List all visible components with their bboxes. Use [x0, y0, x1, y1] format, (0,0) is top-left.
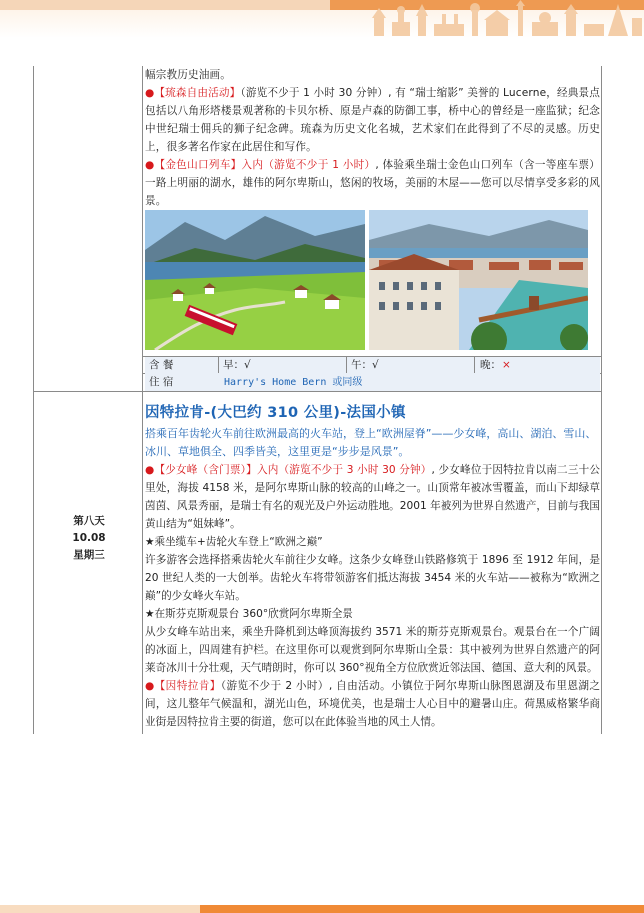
day-separator-line [33, 391, 602, 392]
bullet-icon: ● [145, 680, 155, 692]
breakfast-status: 早：√ [223, 359, 251, 371]
meal-cell-divider [474, 357, 475, 373]
lucerne-title: 【琉森自由活动】 [154, 87, 241, 99]
jungfrau-paragraph [145, 461, 600, 533]
day8-title: 因特拉肯-(大巴约 310 公里)-法国小镇 [145, 405, 406, 421]
bullet-icon: ● [145, 464, 155, 476]
hotel-label: 住 宿 [149, 376, 174, 388]
day8-day: 第八天 [73, 515, 105, 527]
footer-bar-light [0, 905, 200, 913]
lunch-status: 午：√ [351, 359, 379, 371]
meal-cell-divider [346, 357, 347, 373]
dinner-status-icon: × [502, 359, 511, 371]
sphinx-title: ★在斯芬克斯观景台 360°欣赏阿尔卑斯全景 [145, 608, 353, 620]
jungfrau-text: , 少女峰位于因特拉肯以南二三十公里处，海拔 4158 米，是阿尔卑斯山脉的较高的山峰之一。山顶常年被冰雪覆盖，而山下却绿草茵茵、风景秀丽，是瑞士有名的观光及户外运动胜地。2001 年被列为世界自然遗产，目前与我国黄山结为“姐妹峰”。 [145, 464, 600, 530]
meals-row [145, 357, 600, 374]
skyline-decoration-icon [368, 0, 644, 36]
jungfrau-title: 【少女峰（含门票）】入内（游览不少于 3 小时 30 分钟） [154, 464, 432, 476]
day8-weekday: 星期三 [73, 549, 105, 561]
day8-intro: 搭乘百年齿轮火车前往欧洲最高的火车站，登上“欧洲屋脊”——少女峰，高山、湖泊、雪山、冰川、草地俱全、四季皆美，这里更是“步步是风景”。 [145, 427, 597, 458]
hotel-name: Harry's Home Bern 或同级 [224, 377, 363, 388]
bullet-icon: ● [145, 87, 155, 99]
footer-color-bar [0, 905, 644, 913]
golden-pass-paragraph [145, 156, 600, 210]
cogwheel-title: ★乘坐缆车+齿轮火车登上“欧洲之巅” [145, 536, 323, 548]
continued-text: 幅宗教历史油画。 [145, 69, 231, 81]
day8-date: 10.08 [72, 532, 106, 544]
table-border-left [33, 66, 34, 734]
meal-cell-divider [218, 357, 219, 373]
table-divider [142, 66, 143, 734]
day7-content [145, 66, 600, 210]
dinner-label: 晚： [480, 359, 501, 371]
day8-content [145, 461, 600, 731]
cogwheel-text: 许多游客会选择搭乘齿轮火车前往少女峰。这条少女峰登山铁路修筑于 1896 至 1912 年间，是 20 世纪人类的一大创举。齿轮火车将带领游客们抵达海拔 3454 米的火车站——被称为“欧洲之巅”的少女峰火车站。 [145, 554, 600, 602]
lucerne-paragraph [145, 84, 600, 156]
meals-label: 含 餐 [149, 359, 174, 371]
table-border-right [601, 66, 602, 734]
header-bar-light [0, 0, 330, 10]
interlaken-text: （游览不少于 2 小时）, 自由活动。小镇位于阿尔卑斯山脉图恩湖及布里恩湖之间，这儿整年气候温和，湖光山色，环境优美，也是瑞士人心目中的避暑山庄。荷黑威格繁华商业街是因特拉肯主要的街道，您可以在此体验当地的风土人情。 [145, 680, 600, 728]
sphinx-text: 从少女峰车站出来，乘坐升降机到达峰顶海拔约 3571 米的斯芬克斯观景台。观景台在一个广阔的冰面上，四周建有护栏。在这里你可以观赏到阿尔卑斯山全景：其中被列为世界自然遗产的阿莱奇冰川十分壮观，天气晴朗时，你可以 360°视角全方位欣赏近邻法国、德国、意大利的风景。 [145, 626, 600, 674]
bullet-icon: ● [145, 159, 155, 171]
golden-pass-text: , 体验乘坐瑞士金色山口列车（含一等座车票）一路上明丽的湖水，雄伟的阿尔卑斯山，悠闲的牧场，美丽的木屋——您可以尽情享受多彩的风景。 [145, 159, 600, 207]
hotel-row [145, 374, 600, 391]
lucerne-old-town-photo [369, 210, 588, 350]
lucerne-text: （游览不少于 1 小时 30 分钟）, 有 “瑞士缩影” 美誉的 Lucerne，经典景点包括以八角形塔楼景观著称的卡贝尔桥、原是卢森的防御工事，桥中心的曾经是一座监狱；纪念中世纪瑞士佣兵的狮子纪念碑。琉森为历史文化名城，艺术家们在此得到了不尽的灵感。历史上，很多著名作家在此居住和写作。 [145, 87, 600, 153]
golden-pass-title: 【金色山口列车】入内（游览不少于 1 小时） [154, 159, 376, 171]
footer-bar-orange [200, 905, 644, 913]
swiss-train-lake-valley-photo [145, 210, 365, 350]
interlaken-paragraph [145, 677, 600, 731]
interlaken-title: 【因特拉肯】 [154, 680, 221, 692]
